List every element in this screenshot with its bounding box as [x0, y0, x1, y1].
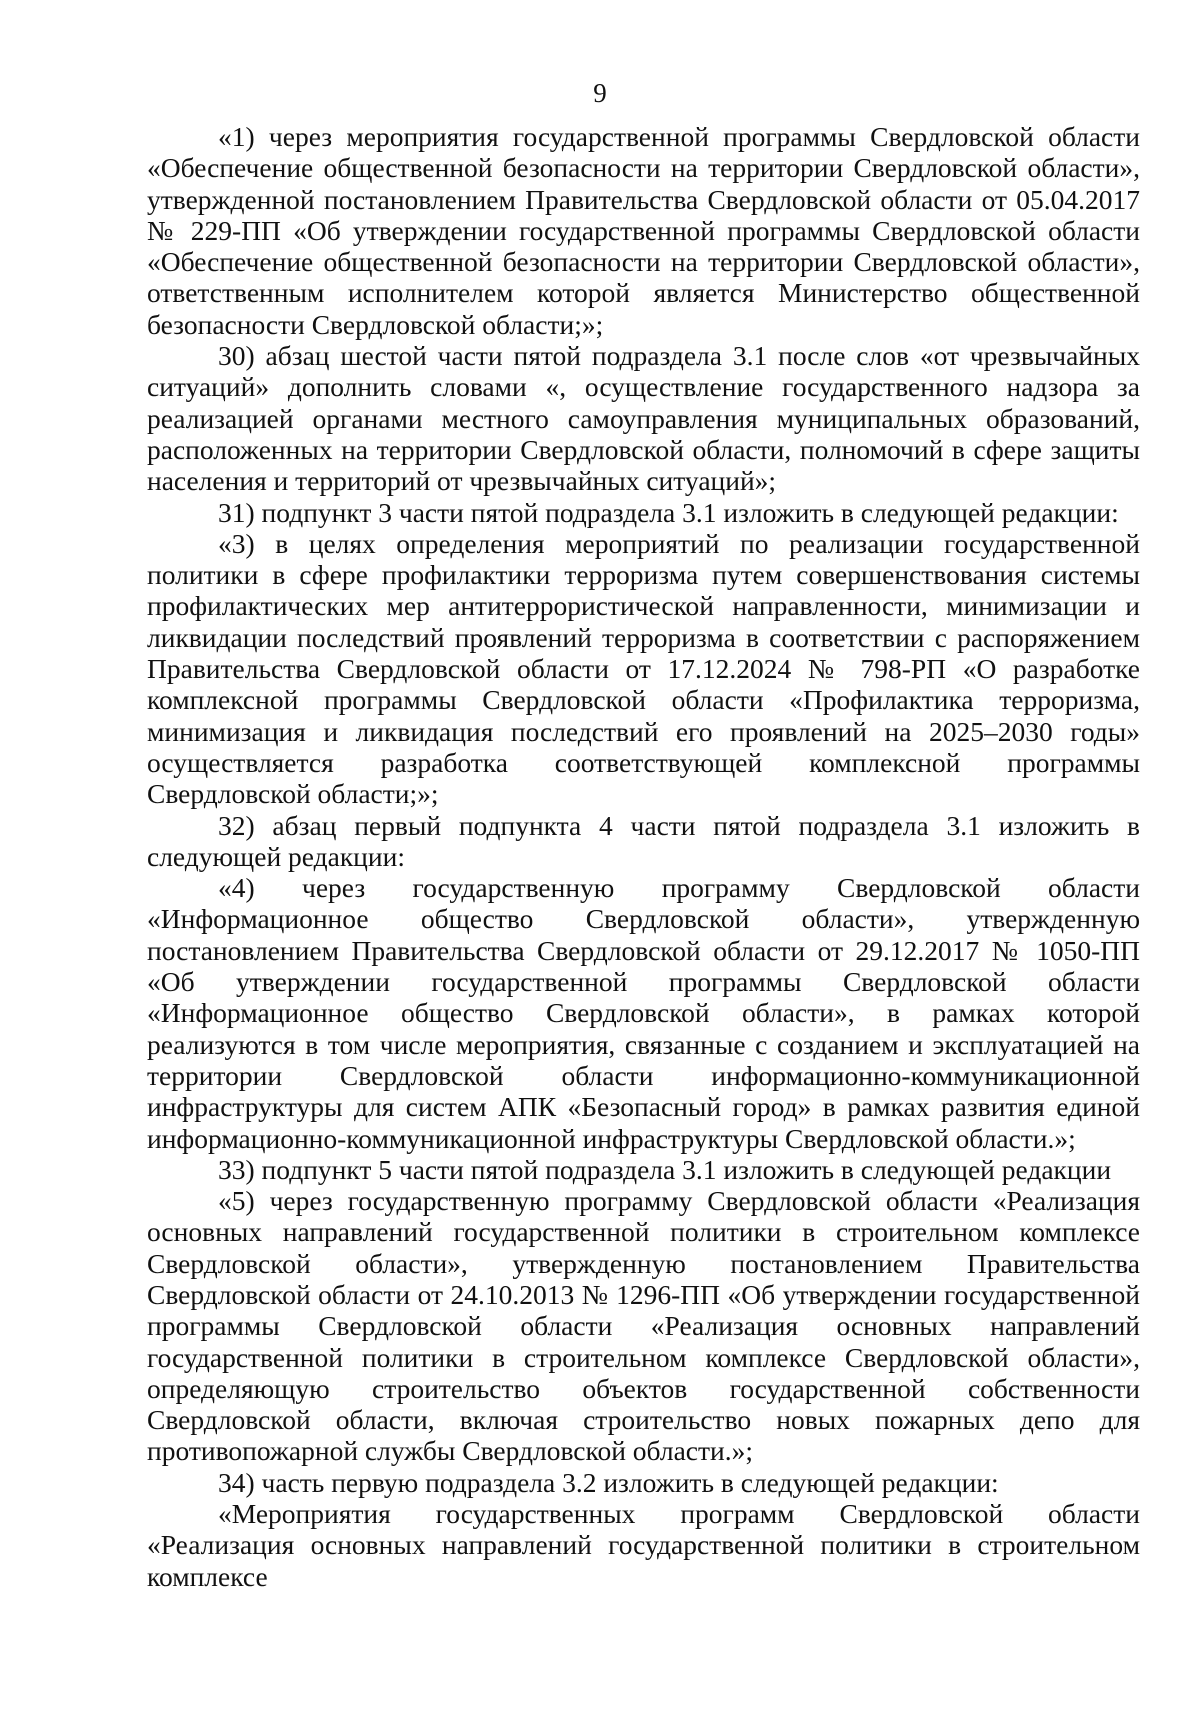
paragraph-item-30: 30) абзац шестой части пятой подраздела 3.1 после слов «от чрезвычайных ситуаций» дополнить словами «, осуществление государственного надзора за реализацией органами местного самоуправления муниципальных образований, расположенных на территории Свердловской области, полномочий в сфере защиты населения и территорий от чрезвычайных ситуаций»;	[147, 340, 1140, 497]
paragraph-quote-4: «4) через государственную программу Свердловской области «Информационное общество Свердловской области», утвержденную постановлением Правительства Свердловской области от 29.12.2017 № 1050-ПП «Об утверждении государственной программы Свердловской области «Информационное общество Свердловской области», в рамках которой реализуются в том числе мероприятия, связанные с созданием и эксплуатацией на территории Свердловской области информационно-коммуникационной инфраструктуры для систем АПК «Безопасный город» в рамках развития единой информационно-коммуникационной инфраструктуры Свердловской области.»;	[147, 872, 1140, 1154]
paragraph-item-31: 31) подпункт 3 части пятой подраздела 3.1 изложить в следующей редакции:	[218, 496, 1119, 528]
paragraph-item-33: 33) подпункт 5 части пятой подраздела 3.1 изложить в следующей редакции	[218, 1153, 1112, 1185]
paragraph-item-32: 32) абзац первый подпункта 4 части пятой подраздела 3.1 изложить в следующей редакции:	[147, 809, 1140, 872]
paragraph-item-1: «1) через мероприятия государственной программы Свердловской области «Обеспечение общественной безопасности на территории Свердловской области», утвержденной постановлением Правительства Свердловской области от 05.04.2017 № 229-ПП «Об утверждении государственной программы Свердловской области «Обеспечение общественной безопасности на территории Свердловской области», ответственным исполнителем которой является Министерство общественной безопасности Свердловской области;»;	[147, 121, 1140, 340]
paragraph-item-34: 34) часть первую подраздела 3.2 изложить в следующей редакции:	[218, 1466, 999, 1498]
paragraph-quote-5: «5) через государственную программу Свердловской области «Реализация основных направлений государственной политики в строительном комплексе Свердловской области», утвержденную постановлением Правительства Свердловской области от 24.10.2013 № 1296-ПП «Об утверждении государственной программы Свердловской области «Реализация основных направлений государственной политики в строительном комплексе Свердловской области», определяющую строительство объектов государственной собственности Свердловской области, включая строительство новых пожарных депо для противопожарной службы Свердловской области.»;	[147, 1185, 1140, 1467]
paragraph-quote-measures: «Мероприятия государственных программ Свердловской области «Реализация основных направлений государственной политики в строительном комплексе	[147, 1498, 1140, 1592]
paragraph-quote-3: «3) в целях определения мероприятий по реализации государственной политики в сфере профилактики терроризма путем совершенствования системы профилактических мер антитеррористической направленности, минимизации и ликвидации последствий проявлений терроризма в соответствии с распоряжением Правительства Свердловской области от 17.12.2024 № 798-РП «О разработке комплексной программы Свердловской области «Профилактика терроризма, минимизация и ликвидация последствий его проявлений на 2025–2030 годы» осуществляется разработка соответствующей комплексной программы Свердловской области;»;	[147, 527, 1140, 810]
document-body	[147, 121, 1140, 1592]
page-number: 9	[593, 78, 607, 108]
